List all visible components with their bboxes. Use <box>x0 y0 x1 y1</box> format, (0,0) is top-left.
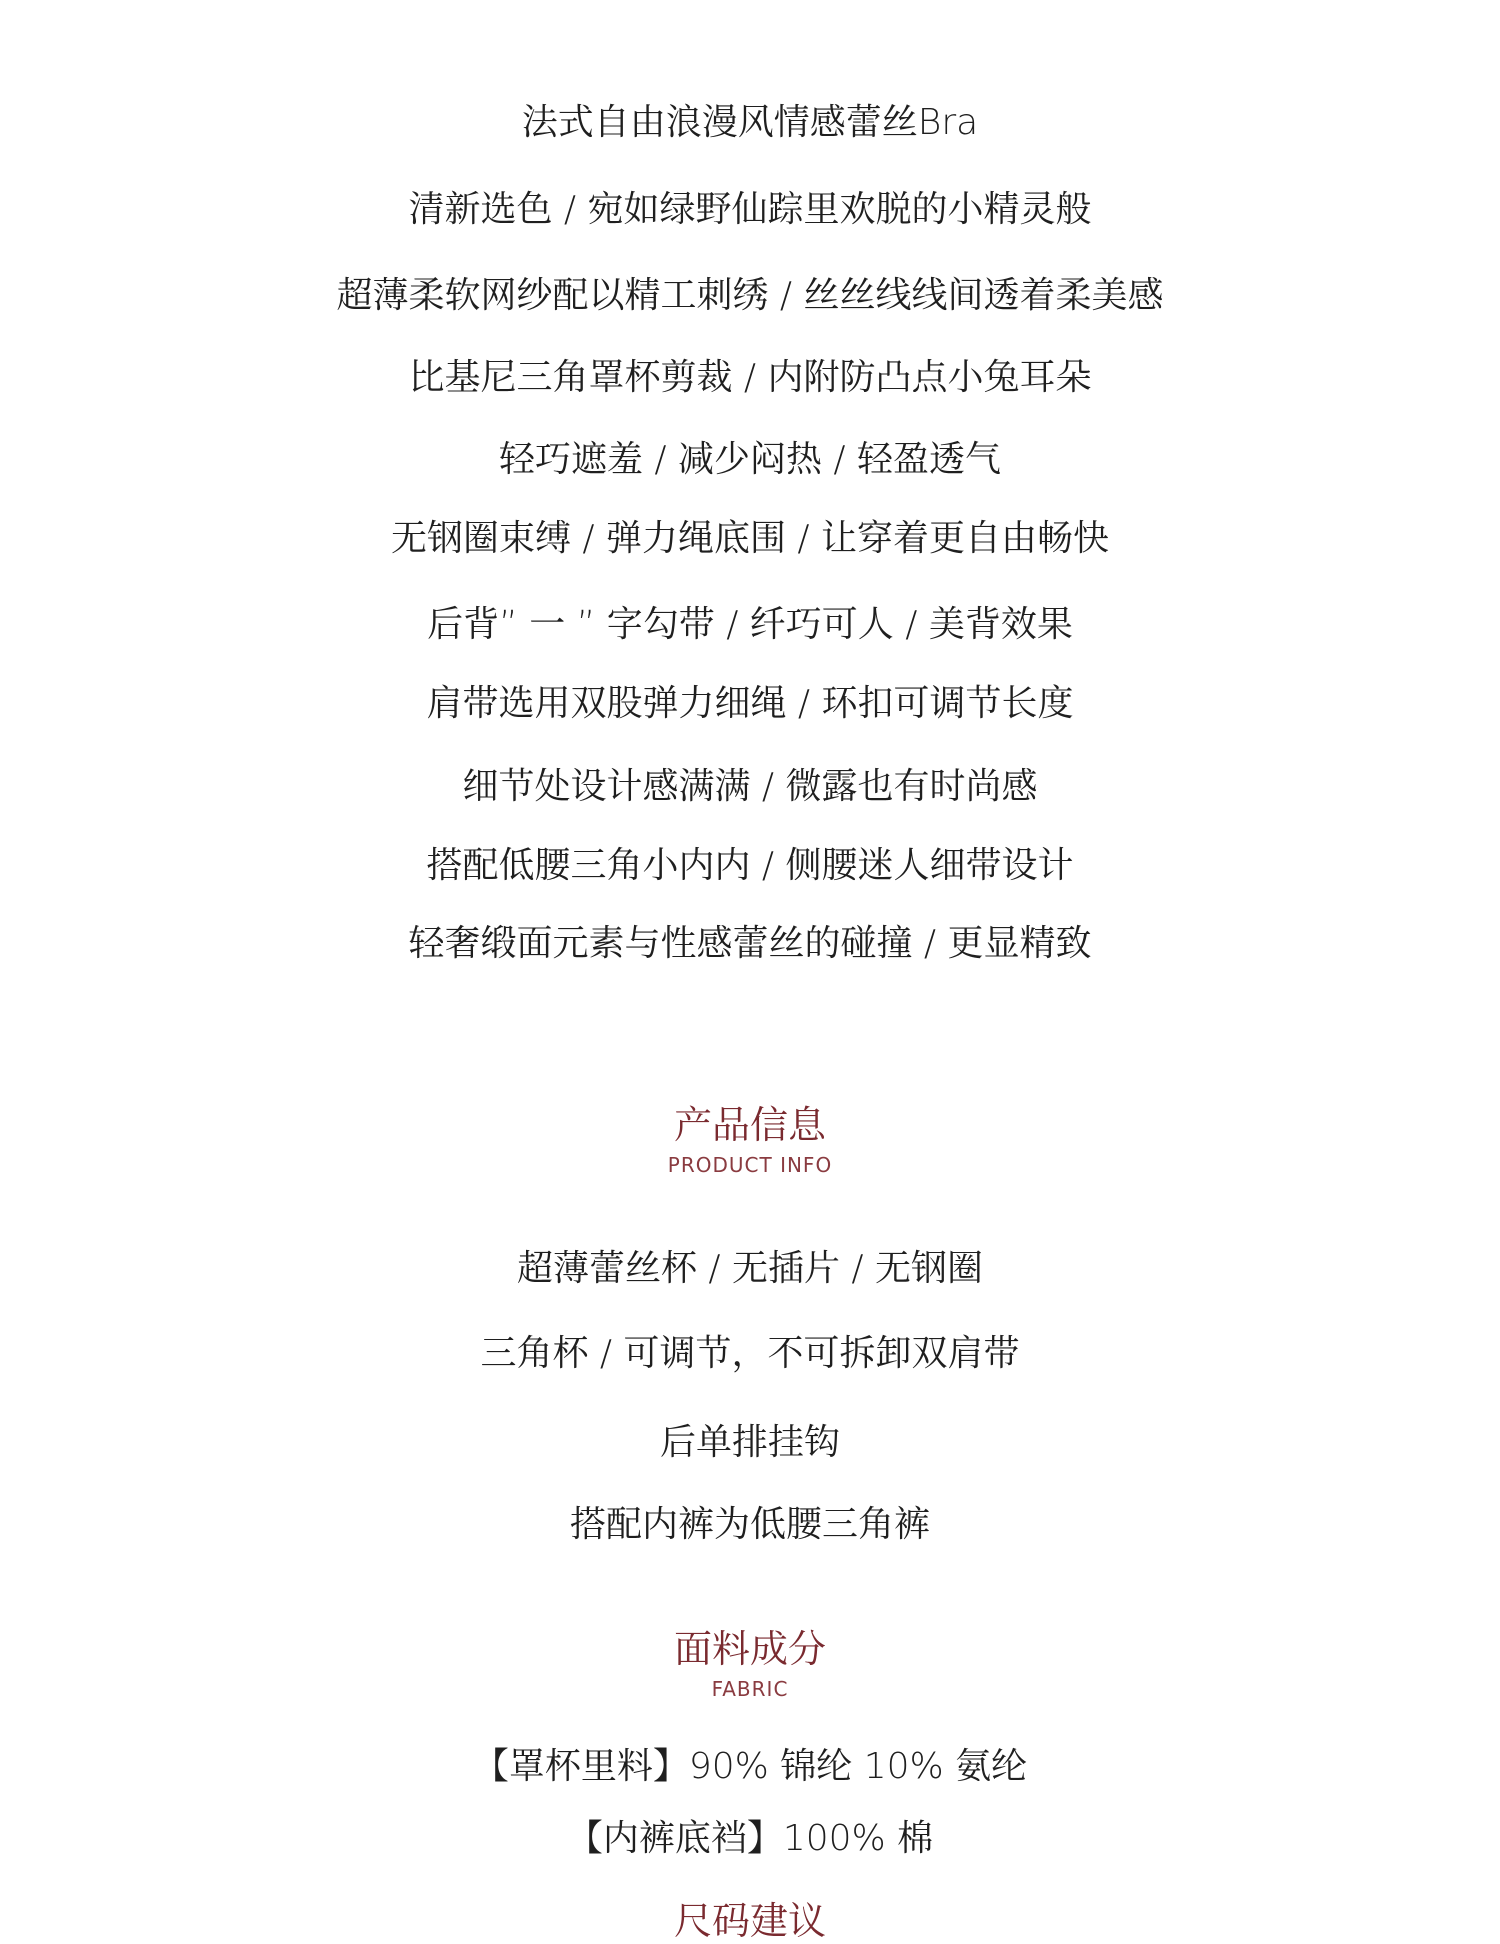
product-info-subtitle: PRODUCT INFO <box>667 1153 833 1177</box>
intro-line: 轻奢缎面元素与性感蕾丝的碰撞 / 更显精致 <box>408 923 1092 964</box>
intro-line: 清新选色 / 宛如绿野仙踪里欢脱的小精灵般 <box>408 189 1092 230</box>
product-info-line: 后单排挂钩 <box>659 1422 840 1463</box>
intro-line: 肩带选用双股弹力细绳 / 环扣可调节长度 <box>426 683 1074 724</box>
intro-line: 超薄柔软网纱配以精工刺绣 / 丝丝线线间透着柔美感 <box>336 275 1164 316</box>
product-info-line: 搭配内裤为低腰三角裤 <box>569 1504 930 1545</box>
fabric-line: 【罩杯里料】90% 锦纶 10% 氨纶 <box>472 1746 1028 1787</box>
product-info-line: 超薄蕾丝杯 / 无插片 / 无钢圈 <box>516 1248 984 1289</box>
fabric-subtitle: FABRIC <box>711 1677 789 1701</box>
fabric-title: 面料成分 <box>673 1627 826 1671</box>
product-info-line: 三角杯 / 可调节，不可拆卸双肩带 <box>480 1333 1020 1374</box>
intro-line: 比基尼三角罩杯剪裁 / 内附防凸点小兔耳朵 <box>408 357 1092 398</box>
intro-line: 搭配低腰三角小内内 / 侧腰迷人细带设计 <box>426 845 1074 886</box>
fabric-line: 【内裤底裆】100% 棉 <box>566 1818 934 1859</box>
intro-line: 法式自由浪漫风情感蕾丝Bra <box>521 102 979 143</box>
intro-line: 后背” 一 ” 字勾带 / 纤巧可人 / 美背效果 <box>427 604 1073 645</box>
product-info-title: 产品信息 <box>673 1103 826 1147</box>
intro-line: 细节处设计感满满 / 微露也有时尚感 <box>462 766 1038 807</box>
intro-line: 无钢圈束缚 / 弹力绳底围 / 让穿着更自由畅快 <box>390 518 1110 559</box>
size-advice-title: 尺码建议 <box>673 1899 826 1943</box>
intro-line: 轻巧遮羞 / 减少闷热 / 轻盈透气 <box>498 439 1002 480</box>
